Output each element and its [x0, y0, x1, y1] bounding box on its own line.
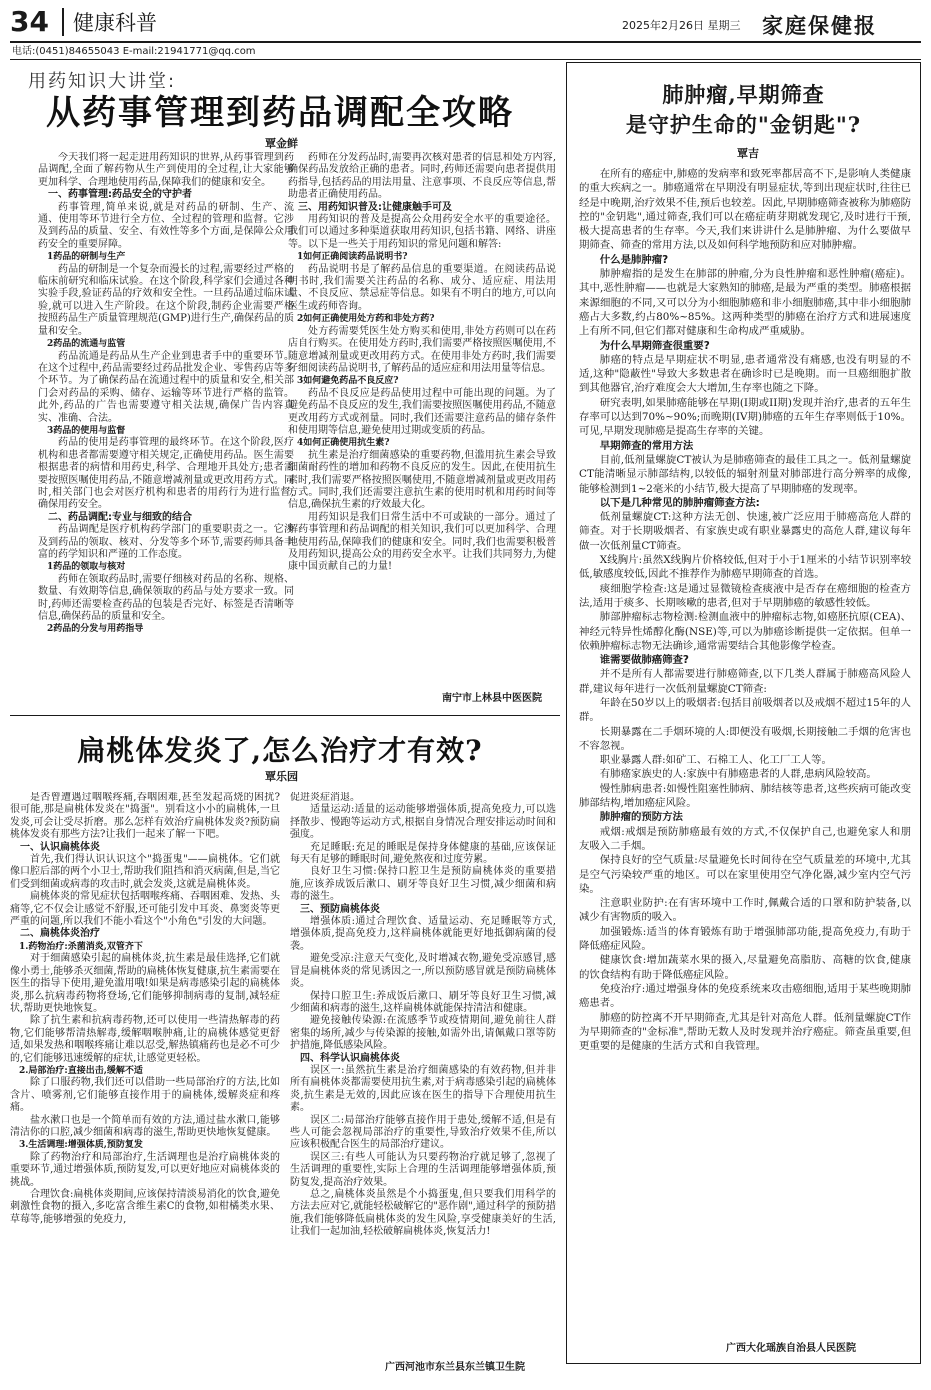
- body-paragraph: 年龄在50岁以上的吸烟者:包括目前吸烟者以及戒烟不超过15年的人群。: [579, 696, 911, 724]
- body-paragraph: 充足睡眠:充足的睡眠是保持身体健康的基础,应该保证每天有足够的睡眠时间,避免熬夜和过度劳累。: [290, 841, 556, 866]
- subheading: 什么是肺肿瘤?: [599, 253, 669, 266]
- minor-heading: 2药品的分发与用药指导: [47, 624, 144, 635]
- article1-column-left: [38, 152, 294, 708]
- body-paragraph: 痰细胞学检查:这是通过显微镜检查痰液中是否存在癌细胞的检查方法,适用于痰多、长期咳嗽的患者,但对于早期肺癌的敏感性较低。: [579, 582, 911, 609]
- article3-source: 广西大化瑶族自治县人民医院: [726, 1343, 856, 1354]
- body-paragraph: 扁桃体炎的常见症状包括咽喉疼痛、吞咽困难、发热、头痛等,它不仅会让感觉不舒服,还可能引发中耳炎、鼻窦炎等更严重的问题,所以我们不能小看这个"小角色"引发的大问题。: [10, 891, 280, 928]
- article2-title: 扁桃体发炎了,怎么治疗才有效?: [77, 734, 483, 767]
- body-paragraph: 用药知识的普及是提高公众用药安全水平的重要途径。我们可以通过多种渠道获取用药知识,包括书籍、网络、讲座等。以下是一些关于用药知识的常见问题和解答:: [288, 214, 556, 250]
- section-name: 健康科普: [73, 11, 157, 35]
- body-paragraph: 肺癌的特点是早期症状不明显,患者通常没有痛感,也没有明显的不适,这种"隐蔽性"导致大多数患者在确诊时已是晚期。而一旦癌细胞扩散到其他器官,治疗难度会大大增加,生存率也随之下降。: [579, 353, 911, 395]
- article2-column-left: [10, 792, 280, 1378]
- body-paragraph: 除了药物治疗和局部治疗,生活调理也是治疗扁桃体炎的重要环节,通过增强体质,预防复发,可以更好地应对扁桃体炎的挑战。: [10, 1151, 280, 1188]
- article1-title: 从药事管理到药品调配全攻略: [46, 93, 514, 133]
- contact-rule: [10, 59, 921, 60]
- article2-column-right: [290, 792, 556, 1358]
- subheading: 以下是几种常见的肺肿瘤筛查方法:: [599, 496, 760, 509]
- body-paragraph: 今天我们将一起走进用药知识的世界,从药事管理到药品调配,全面了解药物从生产到使用的全过程,让大家能够更加科学、合理地使用药品,保障我们的健康和安全。: [38, 152, 294, 188]
- subheading: 肺肿瘤的预防方法: [599, 811, 683, 824]
- article3-author: 覃吉: [737, 147, 759, 160]
- article3-body: [579, 167, 911, 1337]
- masthead-rule: [10, 41, 921, 43]
- body-paragraph: 药品流通是药品从生产企业到患者手中的重要环节。在这个过程中,药品需要经过药品批发企业、零售药店等多个环节。为了确保药品在流通过程中的质量和安全,相关部门会对药品的采购、储存、运输等环节进行严格的监管。此外,药品的广告也需要遵守相关法规,确保广告内容真实、准确、合法。: [38, 350, 294, 424]
- article3-title-line2: 是守护生命的"金钥匙"?: [625, 112, 862, 137]
- body-paragraph: 误区一:虽然抗生素是治疗细菌感染的有效药物,但并非所有扁桃体炎都需要使用抗生素,对于病毒感染引起的扁桃体炎,抗生素是无效的,因此应该在医生的指导下合理使用抗生素。: [290, 1064, 556, 1114]
- body-paragraph: 促进炎症消退。: [290, 792, 360, 803]
- body-paragraph: 除了抗生素和抗病毒药物,还可以使用一些清热解毒的药物,它们能够帮清热解毒,缓解咽喉肿痛,让的扁桃体感觉更舒适,如果发热和咽喉疼痛让难以忍受,解热镇痛药也是必不可少的,它们能够迅速缓解的症状,让感觉更轻松。: [10, 1015, 280, 1064]
- body-paragraph: 研究表明,如果肺癌能够在早期(I期或II期)发现并治疗,患者的五年生存率可以达到70%~90%;而晚期(IV期)肺癌的五年生存率则低于10%。可见,早期发现肺癌是提高生存率的关键。: [579, 396, 911, 438]
- body-paragraph: 药师在领取药品时,需要仔细核对药品的名称、规格、数量、有效期等信息,确保领取的药品与处方要求一致。同时,药师还需要检查药品的包装是否完好、标签是否清晰等信息,确保药品的质量和安全。: [38, 573, 294, 623]
- body-paragraph: 处方药需要凭医生处方购买和使用,非处方药则可以在药店自行购买。在使用处方药时,我们需要严格按照医嘱使用,不随意增减剂量或更改用药方式。在使用非处方药时,我们需要仔细阅读药品说明书,了解药品的适应症和用法用量等信息。: [288, 325, 556, 374]
- minor-heading: 2药品的流通与监管: [47, 339, 126, 350]
- subheading: 二、扁桃体炎治疗: [20, 928, 100, 940]
- body-paragraph: 注意职业防护:在有害环境中工作时,佩戴合适的口罩和防护装备,以减少有害物质的吸入。: [579, 897, 911, 924]
- body-paragraph: X线胸片:虽然X线胸片价格较低,但对于小于1厘米的小结节识别率较低,敏感度较低,因此不推荐作为肺癌早期筛查的首选。: [579, 554, 911, 581]
- article1-author: 覃金鲜: [265, 137, 298, 150]
- body-paragraph: 抗生素是治疗细菌感染的重要药物,但滥用抗生素会导致细菌耐药性的增加和药物不良反应的发生。因此,在使用抗生素时,我们需要严格按照医嘱使用,不随意增减剂量或更改用药方式。同时,我们还需要注意抗生素的使用时机和用药时间等信息,确保抗生素的疗效最大化。: [288, 449, 556, 511]
- body-paragraph: 长期暴露在二手烟环境的人:即便没有吸烟,长期接触二手烟的危害也不容忽视。: [579, 725, 911, 752]
- body-paragraph: 低剂量螺旋CT:这种方法无创、快速,被广泛应用于肺癌高危人群的筛查。对于长期吸烟者、有家族史或有职业暴露史的高危人群,建议每年做一次低剂量CT筛查。: [579, 511, 911, 552]
- body-paragraph: 有肺癌家族史的人:家族中有肺癌患者的人群,患病风险较高。: [599, 768, 877, 781]
- body-paragraph: 加强锻炼:适当的体育锻炼有助于增强肺部功能,提高免疫力,有助于降低癌症风险。: [579, 925, 911, 953]
- body-paragraph: 避免接触传染源:在流感季节或疫情期间,避免前往人群密集的场所,减少与传染源的接触,如需外出,请佩戴口罩等防护措施,降低感染风险。: [290, 1015, 556, 1052]
- body-paragraph: 在所有的癌症中,肺癌的发病率和致死率都居高不下,是影响人类健康的重大疾病之一。肺癌通常在早期没有明显症状,等到出现症状时,往往已经是中晚期,治疗效果不佳,预后也较差。因此,早期肺癌筛查被称为肺癌防控的"金钥匙",通过筛查,我们可以在癌症萌芽期就发现它,及时进行干预,极大提高患者的生存率。今天,我们来讲讲什么是肺肿瘤、为什么要做早期筛查、筛查的常用方法,以及如何科学地预防和应对肺肿瘤。: [579, 168, 911, 252]
- body-paragraph: 是否曾遭遇过咽喉疼痛,吞咽困难,甚至发起高烧的困扰?很可能,那是扁桃体发炎在"捣蛋"。别看这小小的扁桃体,一旦发炎,可会让受尽折磨。那么怎样有效治疗扁桃体发炎?预防扁桃体发炎有那些方法?让我们一起来了解一下吧。: [10, 792, 280, 841]
- subheading: 谁需要做肺癌筛查?: [599, 654, 689, 667]
- body-paragraph: 并不是所有人都需要进行肺癌筛查,以下几类人群属于肺癌高风险人群,建议每年进行一次低剂量螺旋CT筛查:: [579, 668, 911, 695]
- body-paragraph: 适量运动:适量的运动能够增强体质,提高免疫力,可以选择散步、慢跑等运动方式,根据自身情况合理安排运动时间和强度。: [290, 804, 556, 841]
- publication-name: 家庭保健报: [762, 13, 877, 38]
- minor-heading: 3药品的使用与监督: [47, 425, 126, 436]
- subheading: 一、认识扁桃体炎: [20, 841, 100, 853]
- body-paragraph: 肺癌的防控离不开早期筛查,尤其是针对高危人群。低剂量螺旋CT作为早期筛查的"金标准",帮助无数人及时发现并治疗癌症。筛查虽重要,但更重要的是健康的生活方式和自我管理。: [579, 1011, 911, 1053]
- body-paragraph: 免疫治疗:通过增强身体的免疫系统来攻击癌细胞,适用于某些晚期肺癌患者。: [579, 982, 911, 1010]
- minor-heading: 1如何正确阅读药品说明书?: [297, 252, 408, 263]
- article1-source: 南宁市上林县中医医院: [442, 693, 542, 704]
- minor-heading: 1.药物治疗:杀菌消炎,双管齐下: [19, 941, 143, 952]
- body-paragraph: 总之,扁桃体炎虽然是个小捣蛋鬼,但只要我们用科学的方法去应对它,就能轻松破解它的"恶作剧",通过科学的预防措施,我们能够降低扁桃体炎的发生风险,享受健康美好的生活,让我们一起加油,轻松破解扁桃体炎,恢复活力!: [290, 1189, 556, 1238]
- body-paragraph: 健康饮食:增加蔬菜水果的摄入,尽量避免高脂肪、高糖的饮食,健康的饮食结构有助于降低癌症风险。: [579, 954, 911, 981]
- minor-heading: 1药品的领取与核对: [47, 562, 126, 573]
- body-paragraph: 除了口服药物,我们还可以借助一些局部治疗的方法,比如含片、喷雾剂,它们能够直接作用于的扁桃体,缓解炎症和疼痛。: [10, 1077, 280, 1114]
- subheading: 三、用药知识普及:让健康触手可及: [298, 201, 452, 213]
- body-paragraph: 药品说明书是了解药品信息的重要渠道。在阅读药品说明书时,我们需要关注药品的名称、成分、适应症、用法用量、不良反应、禁忌症等信息。如果有不明白的地方,可以向医生或药师咨询。: [288, 263, 556, 312]
- masthead-divider: [62, 8, 64, 36]
- body-paragraph: 药品调配是医疗机构药学部门的重要职责之一。它涉及到药品的领取、核对、分发等多个环节,需要药师具备丰富的药学知识和严谨的工作态度。: [38, 524, 294, 560]
- body-paragraph: 肺肿瘤指的是发生在肺部的肿瘤,分为良性肿瘤和恶性肿瘤(癌症)。其中,恶性肿瘤——也就是大家熟知的肺癌,是最为严重的类型。肺癌根据来源细胞的不同,又可以分为小细胞肺癌和非小细胞肺癌,其中非小细胞肺癌占大多数,约占80%~85%。这两种类型的肺癌在治疗方式和进展速度上有所不同,但它们都对健康和生命构成严重威胁。: [579, 268, 911, 338]
- masthead: [0, 0, 931, 44]
- body-paragraph: 误区二:局部治疗能够直接作用于患处,缓解不适,但是有些人可能会忽视局部治疗的重要性,导致治疗效果不佳,所以应该积极配合医生的局部治疗建议。: [290, 1114, 556, 1151]
- body-paragraph: 戒烟:戒烟是预防肺癌最有效的方式,不仅保护自己,也避免家人和朋友吸入二手烟。: [579, 825, 911, 852]
- body-paragraph: 药品的使用是药事管理的最终环节。在这个阶段,医疗机构和患者都需要遵守相关规定,正确使用药品。医生需要根据患者的病情和用药史,科学、合理地开具处方;患者需要按照医嘱使用药品,不随意增减剂量或更改用药方式。同时,相关部门也会对医疗机构和患者的用药行为进行监督,确保用药安全。: [38, 437, 294, 511]
- body-paragraph: 用药知识是我们日常生活中不可或缺的一部分。通过了解药事管理和药品调配的相关知识,我们可以更加科学、合理地使用药品,保障我们的健康和安全。同时,我们也需要积极普及用药知识,提高公众的用药安全水平。让我们共同努力,为健康中国贡献自己的力量!: [288, 511, 556, 573]
- minor-heading: 3.生活调理:增强体质,预防复发: [19, 1140, 143, 1151]
- subheading: 四、科学认识扁桃体炎: [300, 1052, 400, 1064]
- minor-heading: 1药品的研制与生产: [47, 252, 126, 263]
- subheading: 为什么早期筛查很重要?: [599, 339, 710, 352]
- body-paragraph: 肺部肿瘤标志物检测:检测血液中的肿瘤标志物,如癌胚抗原(CEA)、神经元特异性烯醇化酶(NSE)等,可以为肺癌诊断提供一定依据。但单一依赖肿瘤标志物无法确诊,通常需要结合其他影像学检查。: [579, 611, 911, 652]
- subheading: 早期筛查的常用方法: [599, 439, 694, 452]
- body-paragraph: 首先,我们得认识认识这个"捣蛋鬼"——扁桃体。它们就像口腔后部的两个小卫士,帮助我们阻挡和消灭病菌,但是,当它们受到细菌或病毒的攻击时,就会发炎,这就是扁桃体炎。: [10, 854, 280, 890]
- article3-title-line1: 肺肿瘤,早期筛查: [662, 82, 825, 107]
- article-divider: [10, 715, 560, 716]
- contact-info: 电话:(0451)84655043 E-mail:21941771@qq.com: [12, 46, 256, 57]
- page-number: 34: [10, 5, 49, 38]
- body-paragraph: 药品不良反应是药品使用过程中可能出现的问题。为了避免药品不良反应的发生,我们需要按照医嘱使用药品,不随意更改用药方式或剂量。同时,我们还需要注意药品的储存条件和使用期等信息,避免使用过期或变质的药品。: [288, 387, 556, 436]
- article2-author: 覃乐园: [265, 770, 298, 783]
- body-paragraph: 保持良好的空气质量:尽量避免长时间待在空气质量差的环境中,尤其是空气污染较严重的地区。可以在家里使用空气净化器,减少室内空气污染。: [579, 854, 911, 895]
- subheading: 三、预防扁桃体炎: [300, 903, 380, 915]
- minor-heading: 2.局部治疗:直接出击,缓解不适: [19, 1065, 143, 1076]
- body-paragraph: 增强体质:通过合理饮食、适量运动、充足睡眠等方式,增强体质,提高免疫力,这样扁桃体就能更好地抵御病菌的侵袭。: [290, 916, 556, 952]
- body-paragraph: 药品的研制是一个复杂而漫长的过程,需要经过严格的临床前研究和临床试验。在这个阶段,科学家们会通过各种实验手段,验证药品的疗效和安全性。一旦药品通过临床试验,就可以进入生产阶段。在这个阶段,制药企业需要严格按照药品生产质量管理规范(GMP)进行生产,确保药品的质量和安全。: [38, 263, 294, 337]
- body-paragraph: 慢性肺病患者:如慢性阻塞性肺病、肺结核等患者,这些疾病可能改变肺部结构,增加癌症风险。: [579, 782, 911, 810]
- body-paragraph: 目前,低剂量螺旋CT被认为是肺癌筛查的最佳工具之一。低剂量螺旋CT能清晰显示肺部结构,以较低的辐射剂量对肺部进行高分辨率的成像,能够检测到1~2毫米的小结节,极大提高了早期肺癌的发现率。: [579, 453, 911, 495]
- body-paragraph: 良好卫生习惯:保持口腔卫生是预防扁桃体炎的重要措施,应该养成饭后漱口、刷牙等良好卫生习惯,减少细菌和病毒的滋生。: [290, 866, 556, 903]
- body-paragraph: 合理饮食:扁桃体炎期间,应该保持清淡易消化的饮食,避免刺激性食物的摄入,多吃富含维生素C的食物,如柑橘类水果、草莓等,能够增强的免疫力,: [10, 1189, 280, 1225]
- body-paragraph: 药师在分发药品时,需要再次核对患者的信息和处方内容,确保药品发放给正确的患者。同时,药师还需要向患者提供用药指导,包括药品的用法用量、注意事项、不良反应等信息,帮助患者正确使用药品。: [288, 152, 556, 201]
- minor-heading: 4如何正确使用抗生素?: [297, 438, 390, 449]
- article1-column-right: [288, 152, 556, 692]
- publication-date: 2025年2月26日 星期三: [622, 19, 741, 32]
- body-paragraph: 药事管理,简单来说,就是对药品的研制、生产、流通、使用等环节进行全方位、全过程的管理和监督。它涉及到药品的质量、安全、有效性等多个方面,是保障公众用药安全的重要屏障。: [38, 201, 294, 250]
- body-paragraph: 盐水漱口也是一个简单而有效的方法,通过盐水漱口,能够清洁你的口腔,减少细菌和病毒的滋生,帮助更快地恢复健康。: [10, 1114, 280, 1138]
- article1-kicker: 用药知识大讲堂:: [28, 71, 177, 92]
- article2-source: 广西河池市东兰县东兰镇卫生院: [385, 1362, 525, 1373]
- body-paragraph: 避免受凉:注意天气变化,及时增减衣物,避免受凉感冒,感冒是扁桃体炎的常见诱因之一,所以预防感冒就是预防扁桃体炎。: [290, 953, 556, 990]
- body-paragraph: 保持口腔卫生:养成饭后漱口、刷牙等良好卫生习惯,减少细菌和病毒的滋生,这样扁桃体就能保持清洁和健康。: [290, 990, 556, 1014]
- minor-heading: 2如何正确使用处方药和非处方药?: [297, 314, 435, 325]
- body-paragraph: 对于细菌感染引起的扁桃体炎,抗生素是最佳选择,它们就像小勇士,能够杀灭细菌,帮助的扁桃体恢复健康,抗生素需要在医生的指导下使用,避免滥用哦!如果是病毒感染引起的扁桃体炎,那么抗病毒药物将登场,它们能够抑制病毒的复制,减轻症状,帮助更快地恢复。: [10, 953, 280, 1014]
- body-paragraph: 误区三:有些人可能认为只要药物治疗就足够了,忽视了生活调理的重要性,实际上合理的生活调理能够增强体质,预防复发,提高治疗效果。: [290, 1151, 556, 1188]
- subheading: 二、药品调配:专业与细致的结合: [48, 511, 192, 523]
- minor-heading: 3如何避免药品不良反应?: [297, 376, 399, 387]
- body-paragraph: 职业暴露人群:如矿工、石棉工人、化工厂工人等。: [599, 754, 832, 767]
- subheading: 一、药事管理:药品安全的守护者: [48, 189, 192, 201]
